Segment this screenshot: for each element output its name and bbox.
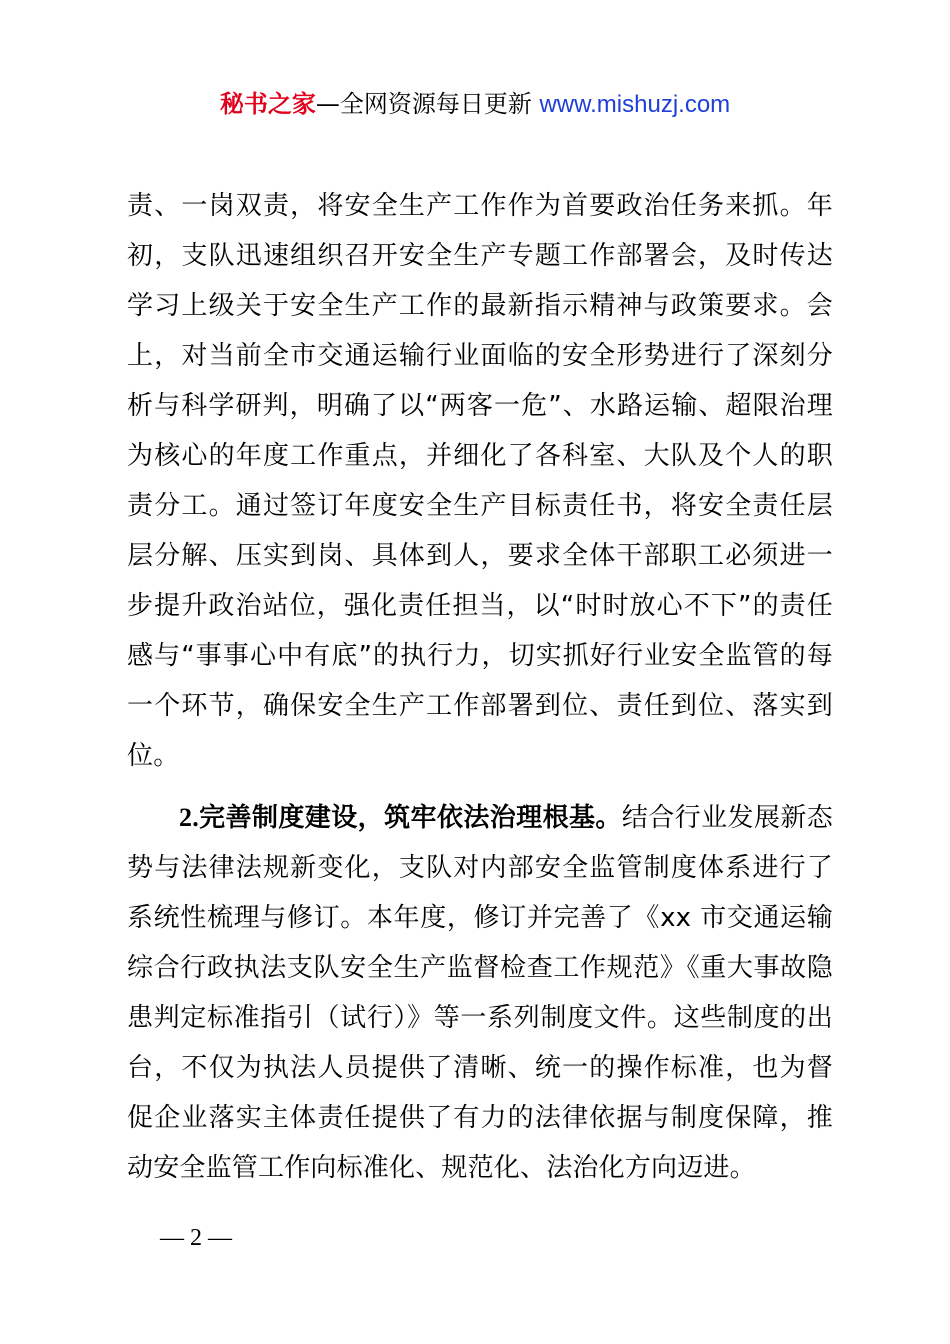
site-slogan: —全网资源每日更新 [315, 90, 540, 118]
site-header [0, 86, 950, 123]
section-heading: 完善制度建设，筑牢依法治理根基。 [198, 803, 622, 833]
section-text: 结合行业发展新态势与法律法规新变化，支队对内部安全监管制度体系进行了系统性梳理与修订。本年度，修订并完善了《xx 市交通运输综合行政执法支队安全生产监督检查工作规范》《重大事故隐患判定标准指引（试行）》等一系列制度文件。这些制度的出台，不仅为执法人员提供了清晰、统一的操作标准，也为督促企业落实主体责任提供了有力的法律依据与制度保障，推动安全监管工作向标准化、规范化、法治化方向迈进。 [127, 803, 834, 1183]
document-body [127, 181, 833, 1193]
page-number: — 2 — [160, 1225, 232, 1251]
paragraph-continued: 责、一岗双责，将安全生产工作作为首要政治任务来抓。年初，支队迅速组织召开安全生产专题工作部署会，及时传达学习上级关于安全生产工作的最新指示精神与政策要求。会上，对当前全市交通运输行业面临的安全形势进行了深刻分析与科学研判，明确了以“两客一危”、水路运输、超限治理为核心的年度工作重点，并细化了各科室、大队及个人的职责分工。通过签订年度安全生产目标责任书，将安全责任层层分解、压实到岗、具体到人，要求全体干部职工必须进一步提升政治站位，强化责任担当，以“时时放心不下”的责任感与“事事心中有底”的执行力，切实抓好行业安全监管的每一个环节，确保安全生产工作部署到位、责任到位、落实到位。 [127, 191, 833, 771]
paragraph-section-2 [127, 793, 833, 1193]
section-number: 2. [179, 803, 199, 832]
site-brand: 秘书之家 [219, 90, 316, 118]
site-url[interactable]: www.mishuzj.com [539, 91, 731, 118]
